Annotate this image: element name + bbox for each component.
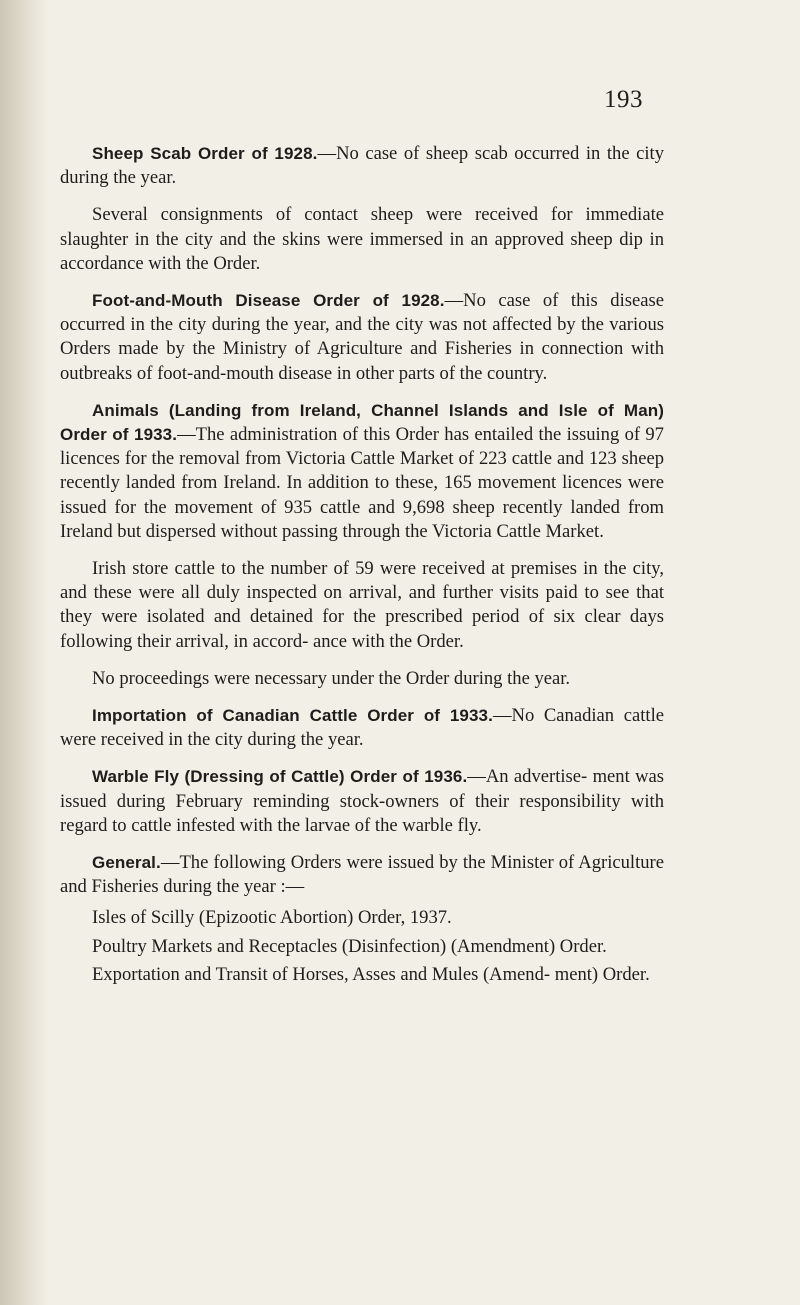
sheep-scab-text: —No case of sheep scab occurred in the city during the year. [60,143,664,189]
page-number: 193 [604,86,643,113]
general-heading: General. [92,853,161,873]
sheep-scab-paragraph [60,142,664,190]
animals-landing-heading: Animals (Landing from Ireland, Channel Islands and Isle of Man) Order of 1933. [60,400,664,445]
general-paragraph [60,851,664,899]
page-body [60,142,664,991]
warble-fly-paragraph [60,765,664,838]
foot-mouth-paragraph [60,289,664,386]
animals-landing-text: —The administration of this Order has entailed the issuing of 97 licences for the removal from Victoria Cattle Market of 223 cattle and 123 sheep recently landed from Ireland. In addition to these, 165 movement licences were issued for the movement of 935 cattle and 9,698 sheep recently landed from Ireland but dispersed without passing through the Victoria Cattle Market. [60,424,664,542]
warble-fly-heading: Warble Fly (Dressing of Cattle) Order of 1936. [92,767,468,787]
sheep-scab-paragraph-2: Several consignments of contact sheep were received for immediate slaughter in the city and the skins were immersed in an approved sheep dip in accordance with the Order. [60,204,664,274]
orders-list [60,906,664,987]
animals-landing-paragraph [60,399,664,544]
order-item: Exportation and Transit of Horses, Asses and Mules (Amend- ment) Order. [92,963,650,985]
canadian-cattle-heading: Importation of Canadian Cattle Order of 1933. [92,706,493,726]
order-item: Poultry Markets and Receptacles (Disinfection) (Amendment) Order. [92,935,607,957]
foot-mouth-heading: Foot-and-Mouth Disease Order of 1928. [92,291,445,311]
general-text: —The following Orders were issued by the Minister of Agriculture and Fisheries during the year :— [60,852,664,898]
page-edge-shadow [0,0,48,1305]
warble-fly-text: —An advertise- ment was issued during February reminding stock-owners of their responsibility with regard to cattle infested with the larvae of the warble fly. [60,766,664,836]
order-item: Isles of Scilly (Epizootic Abortion) Order, 1937. [92,907,452,929]
canadian-cattle-text: —No Canadian cattle were received in the city during the year. [60,705,664,751]
foot-mouth-text: —No case of this disease occurred in the city during the year, and the city was not affected by the various Orders made by the Ministry of Agriculture and Fisheries in connection with outbreaks of foot-and-mouth disease in other parts of the country. [60,290,664,384]
animals-landing-paragraph-2: Irish store cattle to the number of 59 were received at premises in the city, and these were all duly inspected on arrival, and further visits paid to see that they were isolated and detained for the prescribed period of six clear days following their arrival, in accord- ance with the Order. [60,558,664,652]
animals-landing-paragraph-3: No proceedings were necessary under the Order during the year. [92,667,571,689]
canadian-cattle-paragraph [60,704,664,752]
sheep-scab-heading: Sheep Scab Order of 1928. [92,144,318,163]
